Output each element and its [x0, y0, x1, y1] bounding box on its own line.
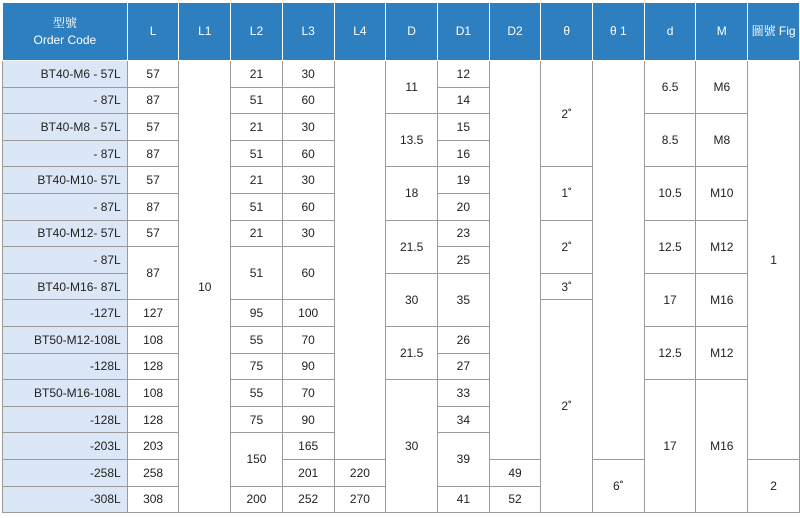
L2-cell: 51: [231, 140, 283, 167]
D1-cell: 33: [438, 380, 490, 407]
L4-cell: 270: [334, 486, 386, 513]
table-row: [3, 273, 800, 300]
L2-cell: 51: [231, 247, 283, 300]
D1-cell: 39: [438, 433, 490, 486]
order-code-cell: BT40-M16- 87L: [3, 273, 128, 300]
order-code-cell: - 87L: [3, 140, 128, 167]
header-D: D: [386, 3, 438, 61]
header-D1: D1: [438, 3, 490, 61]
L-cell: 203: [127, 433, 179, 460]
order-code-cell: BT50-M12-108L: [3, 326, 128, 353]
L4-cell: [334, 61, 386, 460]
table-row: [3, 220, 800, 247]
order-code-cell: - 87L: [3, 247, 128, 274]
L-cell: 308: [127, 486, 179, 513]
order-code-cell: BT40-M8 - 57L: [3, 114, 128, 141]
header-fig: 圖號 Fig: [748, 3, 800, 61]
d-cell: 12.5: [644, 220, 696, 273]
header-order-code: [3, 3, 128, 61]
D2-cell: 49: [489, 459, 541, 486]
d-cell: 8.5: [644, 114, 696, 167]
L2-cell: 75: [231, 406, 283, 433]
theta1-cell: [593, 61, 645, 460]
theta1-cell: 6˚: [593, 459, 645, 512]
header-L2: L2: [231, 3, 283, 61]
table-row: [3, 326, 800, 353]
D-cell: 30: [386, 380, 438, 513]
order-code-cell: BT40-M10- 57L: [3, 167, 128, 194]
order-code-cell: -127L: [3, 300, 128, 327]
M-cell: M10: [696, 167, 748, 220]
L3-cell: 60: [282, 87, 334, 114]
fig-cell: 2: [748, 459, 800, 512]
D2-cell: [489, 61, 541, 460]
L2-cell: 51: [231, 193, 283, 220]
header-theta1: θ 1: [593, 3, 645, 61]
L3-cell: 70: [282, 380, 334, 407]
d-cell: 12.5: [644, 326, 696, 379]
D1-cell: 41: [438, 486, 490, 513]
L-cell: 87: [127, 87, 179, 114]
theta-cell: 3˚: [541, 273, 593, 300]
L-cell: 57: [127, 114, 179, 141]
D-cell: 18: [386, 167, 438, 220]
header-theta: θ: [541, 3, 593, 61]
header-row: [3, 3, 800, 61]
L3-cell: 252: [282, 486, 334, 513]
L-cell: 108: [127, 326, 179, 353]
header-order-code-en: Order Code: [33, 32, 97, 47]
order-code-cell: - 87L: [3, 193, 128, 220]
L3-cell: 70: [282, 326, 334, 353]
table-row: [3, 61, 800, 88]
M-cell: M16: [696, 273, 748, 326]
L2-cell: 150: [231, 433, 283, 486]
D1-cell: 35: [438, 273, 490, 326]
D1-cell: 26: [438, 326, 490, 353]
header-L1: L1: [179, 3, 231, 61]
L1-cell: 10: [179, 61, 231, 513]
L-cell: 57: [127, 61, 179, 88]
header-d: d: [644, 3, 696, 61]
D-cell: 11: [386, 61, 438, 114]
L-cell: 87: [127, 140, 179, 167]
L-cell: 108: [127, 380, 179, 407]
L3-cell: 90: [282, 406, 334, 433]
order-code-cell: BT40-M12- 57L: [3, 220, 128, 247]
L3-cell: 30: [282, 61, 334, 88]
L-cell: 128: [127, 406, 179, 433]
theta-cell: 2˚: [541, 220, 593, 273]
D1-cell: 34: [438, 406, 490, 433]
L3-cell: 165: [282, 433, 334, 460]
header-L3: L3: [282, 3, 334, 61]
table-row: [3, 167, 800, 194]
order-code-cell: -258L: [3, 459, 128, 486]
theta-cell: 1˚: [541, 167, 593, 220]
header-order-code-cn: 型號: [52, 15, 77, 30]
D1-cell: 19: [438, 167, 490, 194]
d-cell: 10.5: [644, 167, 696, 220]
L-cell: 127: [127, 300, 179, 327]
M-cell: M8: [696, 114, 748, 167]
order-code-cell: - 87L: [3, 87, 128, 114]
L-cell: 258: [127, 459, 179, 486]
L3-cell: 60: [282, 193, 334, 220]
L2-cell: 55: [231, 380, 283, 407]
table-row: [3, 380, 800, 407]
D1-cell: 14: [438, 87, 490, 114]
theta-cell: 2˚: [541, 300, 593, 513]
M-cell: M12: [696, 220, 748, 273]
header-M: M: [696, 3, 748, 61]
L-cell: 87: [127, 193, 179, 220]
d-cell: 17: [644, 273, 696, 326]
table-row: [3, 114, 800, 141]
L2-cell: 21: [231, 61, 283, 88]
d-cell: 17: [644, 380, 696, 513]
L2-cell: 55: [231, 326, 283, 353]
D1-cell: 25: [438, 247, 490, 274]
L2-cell: 51: [231, 87, 283, 114]
order-code-cell: -308L: [3, 486, 128, 513]
order-code-cell: BT40-M6 - 57L: [3, 61, 128, 88]
L3-cell: 100: [282, 300, 334, 327]
L-cell: 57: [127, 220, 179, 247]
D2-cell: 52: [489, 486, 541, 513]
L3-cell: 201: [282, 459, 334, 486]
L-cell: 128: [127, 353, 179, 380]
L2-cell: 21: [231, 114, 283, 141]
D1-cell: 23: [438, 220, 490, 247]
L3-cell: 30: [282, 167, 334, 194]
L3-cell: 60: [282, 140, 334, 167]
M-cell: M6: [696, 61, 748, 114]
L3-cell: 60: [282, 247, 334, 300]
theta-cell: 2˚: [541, 61, 593, 167]
L-cell: 57: [127, 167, 179, 194]
header-L4: L4: [334, 3, 386, 61]
L3-cell: 90: [282, 353, 334, 380]
D-cell: 21.5: [386, 326, 438, 379]
L2-cell: 95: [231, 300, 283, 327]
D1-cell: 20: [438, 193, 490, 220]
L3-cell: 30: [282, 220, 334, 247]
D1-cell: 15: [438, 114, 490, 141]
L4-cell: 220: [334, 459, 386, 486]
order-code-cell: BT50-M16-108L: [3, 380, 128, 407]
L3-cell: 30: [282, 114, 334, 141]
D-cell: 13.5: [386, 114, 438, 167]
order-code-cell: -203L: [3, 433, 128, 460]
D1-cell: 12: [438, 61, 490, 88]
D1-cell: 16: [438, 140, 490, 167]
L2-cell: 75: [231, 353, 283, 380]
d-cell: 6.5: [644, 61, 696, 114]
D-cell: 21.5: [386, 220, 438, 273]
L2-cell: 21: [231, 220, 283, 247]
header-D2: D2: [489, 3, 541, 61]
order-code-cell: -128L: [3, 406, 128, 433]
spec-table: [2, 2, 800, 513]
D-cell: 30: [386, 273, 438, 326]
L2-cell: 200: [231, 486, 283, 513]
L-cell: 87: [127, 247, 179, 300]
fig-cell: 1: [748, 61, 800, 460]
M-cell: M12: [696, 326, 748, 379]
order-code-cell: -128L: [3, 353, 128, 380]
D1-cell: 27: [438, 353, 490, 380]
header-L: L: [127, 3, 179, 61]
M-cell: M16: [696, 380, 748, 513]
L2-cell: 21: [231, 167, 283, 194]
